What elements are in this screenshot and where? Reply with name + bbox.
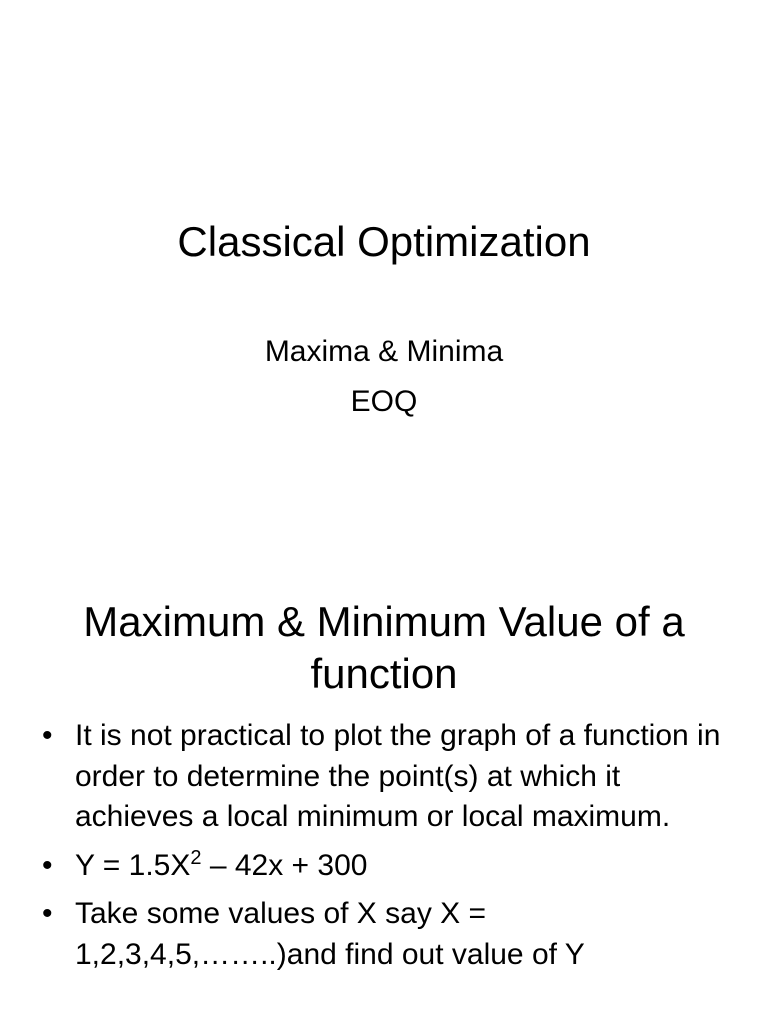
subtitle-eoq: EOQ [350,385,418,418]
bullet-list [40,716,740,983]
slide-content-page [0,570,768,1024]
bullet-text: Take some values of X say X = 1,2,3,4,5,……..)and find out value of Y [75,897,585,971]
equation-lhs: Y = 1.5X [75,848,191,882]
bullet-item-practicality [40,716,740,838]
bullet-text: It is not practical to plot the graph of a function in order to determine the point(s) at which it achieves a local minimum or local maximum. [75,719,721,833]
slide-heading: Maximum & Minimum Value of a function [83,598,685,697]
bullet-item-values [40,894,740,975]
equation-exponent: 2 [190,846,202,869]
bullet-item-equation [40,846,740,887]
subtitle-maxima-minima: Maxima & Minima [264,335,504,368]
equation-text [75,846,368,882]
bullet-dot-icon: • [42,897,53,930]
slide-title: Classical Optimization [177,218,591,265]
bullet-dot-icon: • [42,719,53,752]
bullet-dot-icon: • [42,848,53,882]
equation-rhs: – 42x + 300 [201,848,368,882]
